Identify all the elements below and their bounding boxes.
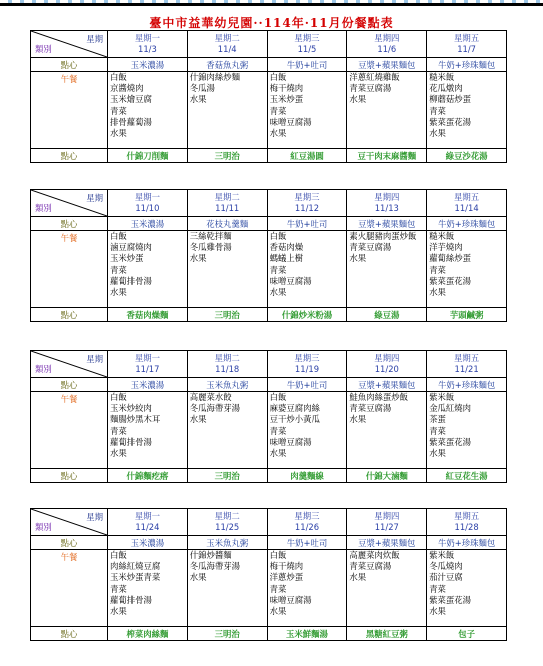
lunch-item: 白飯 xyxy=(269,550,287,560)
lunch-item: 紫米飯 xyxy=(429,392,455,402)
snack-label: 點心 xyxy=(31,536,108,550)
lunch-item: 水果 xyxy=(269,448,287,459)
day-name: 星期一 xyxy=(134,192,160,202)
lunch-item: 冬瓜湯 xyxy=(189,83,215,94)
lunch-item: 玉米燴豆腐 xyxy=(110,94,152,105)
day-header xyxy=(187,190,267,217)
snack-label: 點心 xyxy=(31,58,108,72)
corner-cell xyxy=(31,509,108,536)
lunch-cell xyxy=(187,231,267,308)
day-date: 11/10 xyxy=(135,203,160,213)
lunch-item: 冬瓜燒肉 xyxy=(429,561,463,572)
afternoon-snack-row xyxy=(31,308,507,322)
lunch-item: 玉米炒蛋 xyxy=(110,253,144,264)
lunch-item: 青菜 xyxy=(429,264,446,275)
lunch-item: 梅干燒肉 xyxy=(269,561,304,572)
day-date: 11/11 xyxy=(215,203,240,213)
lunch-item: 蘿蔔排骨湯 xyxy=(110,594,152,605)
afternoon-snack-cell: 紅豆花生湯 xyxy=(427,469,507,483)
corner-category-label: 類別 xyxy=(35,203,52,213)
afternoon-snack-cell: 黑糖紅豆粥 xyxy=(347,627,427,641)
morning-snack-cell: 玉米濃湯 xyxy=(108,58,188,72)
lunch-item: 青菜 xyxy=(269,583,287,594)
lunch-item: 花瓜燉肉 xyxy=(429,83,463,94)
day-name: 星期五 xyxy=(454,192,480,202)
lunch-item: 冬瓜海帶芽湯 xyxy=(189,561,241,572)
lunch-cell xyxy=(187,550,267,627)
lunch-item: 味噌豆腐湯 xyxy=(269,436,312,447)
day-header xyxy=(187,509,267,536)
afternoon-snack-row xyxy=(31,149,507,163)
lunch-item: 洋蔥炒蛋 xyxy=(269,572,304,583)
lunch-item: 水果 xyxy=(189,253,207,264)
afternoon-snack-cell: 芋頭鹹粥 xyxy=(427,308,507,322)
lunch-item: 白飯 xyxy=(110,550,127,560)
lunch-item: 水果 xyxy=(349,572,367,583)
afternoon-snack-cell: 玉米鮮麵湯 xyxy=(267,627,347,641)
morning-snack-cell: 豆漿+蘋果麵包 xyxy=(347,58,427,72)
morning-snack-cell: 牛奶+珍珠麵包 xyxy=(427,58,507,72)
lunch-item: 香菇肉燥 xyxy=(269,242,304,253)
lunch-item: 水果 xyxy=(429,128,446,139)
day-date: 11/26 xyxy=(294,522,320,532)
afternoon-snack-cell: 香菇肉燥麵 xyxy=(108,308,188,322)
lunch-item: 豆干炒小黃瓜 xyxy=(269,414,320,425)
afternoon-snack-cell: 三明治 xyxy=(187,469,267,483)
morning-snack-row xyxy=(31,58,507,72)
day-name: 星期五 xyxy=(454,353,480,363)
day-header xyxy=(108,31,188,58)
lunch-item: 青菜豆腐湯 xyxy=(349,83,392,94)
corner-week-label: 星期 xyxy=(86,193,103,203)
lunch-item: 水果 xyxy=(189,94,207,105)
lunch-item: 洋芋燒肉 xyxy=(429,242,463,253)
lunch-item: 洋蔥紅燒雞飯 xyxy=(349,72,400,82)
lunch-item: 玉米炒蛋 xyxy=(269,94,304,105)
lunch-item: 青菜 xyxy=(110,264,127,275)
day-name: 星期一 xyxy=(134,33,160,43)
day-date: 11/24 xyxy=(135,522,160,532)
lunch-row xyxy=(31,550,507,627)
afternoon-snack-cell: 什錦炒米粉湯 xyxy=(267,308,347,322)
day-header xyxy=(347,351,427,378)
day-name: 星期四 xyxy=(374,33,400,43)
lunch-cell xyxy=(347,72,427,149)
lunch-item: 味噌豆腐湯 xyxy=(269,275,312,286)
page-title: 臺中市益華幼兒園··114年·11月份餐點表 xyxy=(149,16,394,30)
snack-label: 點心 xyxy=(31,469,108,483)
week-table xyxy=(30,508,507,641)
day-header xyxy=(427,351,507,378)
morning-snack-row xyxy=(31,536,507,550)
day-name: 星期四 xyxy=(374,353,400,363)
day-header xyxy=(108,509,188,536)
lunch-item: 水果 xyxy=(110,287,127,298)
day-name: 星期四 xyxy=(374,192,400,202)
lunch-item: 水果 xyxy=(429,606,446,617)
corner-week-label: 星期 xyxy=(86,512,103,522)
day-header xyxy=(108,351,188,378)
lunch-item: 糙米飯 xyxy=(429,231,455,241)
lunch-item: 紫菜蛋花湯 xyxy=(429,275,472,286)
lunch-item: 白飯 xyxy=(269,72,287,82)
lunch-cell xyxy=(187,392,267,469)
lunch-item: 水果 xyxy=(349,253,367,264)
lunch-item: 水果 xyxy=(269,606,287,617)
lunch-item: 水果 xyxy=(429,448,446,459)
lunch-item: 肉絲紅燒豆腐 xyxy=(110,561,161,572)
lunch-item: 青菜 xyxy=(110,105,127,116)
header-row xyxy=(31,31,507,58)
lunch-cell xyxy=(108,550,188,627)
lunch-row xyxy=(31,72,507,149)
lunch-cell xyxy=(267,392,347,469)
lunch-item: 水果 xyxy=(110,128,127,139)
day-name: 星期一 xyxy=(134,353,160,363)
day-header xyxy=(347,509,427,536)
lunch-item: 味噌豆腐湯 xyxy=(269,116,312,127)
afternoon-snack-cell: 三明治 xyxy=(187,149,267,163)
afternoon-snack-row xyxy=(31,627,507,641)
day-header xyxy=(427,31,507,58)
afternoon-snack-cell: 什錦刀削麵 xyxy=(108,149,188,163)
corner-cell xyxy=(31,351,108,378)
day-header xyxy=(267,351,347,378)
lunch-item: 三絲乾拌麵 xyxy=(189,231,232,241)
day-header xyxy=(267,31,347,58)
lunch-cell xyxy=(347,231,427,308)
lunch-item: 青菜豆腐湯 xyxy=(349,403,392,414)
morning-snack-cell: 牛奶+吐司 xyxy=(267,536,347,550)
corner-category-label: 類別 xyxy=(35,44,52,54)
lunch-item: 麵腸炒黑木耳 xyxy=(110,414,161,425)
lunch-cell xyxy=(427,392,507,469)
day-date: 11/19 xyxy=(294,364,320,374)
day-date: 11/5 xyxy=(297,44,317,54)
lunch-item: 青菜 xyxy=(269,264,287,275)
day-name: 星期一 xyxy=(134,511,160,521)
day-header xyxy=(427,190,507,217)
lunch-cell xyxy=(427,550,507,627)
day-name: 星期二 xyxy=(214,511,240,521)
snack-label: 點心 xyxy=(31,217,108,231)
lunch-item: 冬瓜海帶芽湯 xyxy=(189,403,241,414)
header-row xyxy=(31,190,507,217)
day-name: 星期二 xyxy=(214,192,240,202)
corner-week-label: 星期 xyxy=(86,354,103,364)
afternoon-snack-cell: 紅豆湯圓 xyxy=(267,149,347,163)
day-date: 11/6 xyxy=(377,44,397,54)
lunch-item: 青菜豆腐湯 xyxy=(349,242,392,253)
lunch-cell xyxy=(108,392,188,469)
day-name: 星期三 xyxy=(294,192,320,202)
lunch-item: 白飯 xyxy=(269,392,287,402)
lunch-row xyxy=(31,392,507,469)
lunch-cell xyxy=(267,231,347,308)
lunch-item: 水果 xyxy=(110,448,127,459)
lunch-item: 白飯 xyxy=(110,72,127,82)
afternoon-snack-cell: 肉羹麵線 xyxy=(267,469,347,483)
day-name: 星期五 xyxy=(454,33,480,43)
lunch-item: 青菜 xyxy=(110,425,127,436)
afternoon-snack-cell: 什錦麵疙瘩 xyxy=(108,469,188,483)
lunch-item: 青菜 xyxy=(429,105,446,116)
afternoon-snack-cell: 豆干肉末麻醬麵 xyxy=(347,149,427,163)
week-table xyxy=(30,350,507,483)
morning-snack-cell: 玉米濃湯 xyxy=(108,378,188,392)
lunch-item: 玉米炒絞肉 xyxy=(110,403,152,414)
morning-snack-cell: 香菇魚丸粥 xyxy=(187,58,267,72)
corner-category-label: 類別 xyxy=(35,364,52,374)
lunch-item: 水果 xyxy=(349,94,367,105)
lunch-label: 午餐 xyxy=(31,550,108,627)
corner-week-label: 星期 xyxy=(86,34,103,44)
day-name: 星期二 xyxy=(214,33,240,43)
morning-snack-cell: 豆漿+蘋果麵包 xyxy=(347,536,427,550)
morning-snack-cell: 玉米濃湯 xyxy=(108,536,188,550)
lunch-item: 京醬燒肉 xyxy=(110,83,144,94)
afternoon-snack-cell: 三明治 xyxy=(187,627,267,641)
snack-label: 點心 xyxy=(31,308,108,322)
lunch-item: 水果 xyxy=(429,287,446,298)
morning-snack-cell: 玉米魚丸粥 xyxy=(187,536,267,550)
snack-label: 點心 xyxy=(31,378,108,392)
lunch-cell xyxy=(267,72,347,149)
lunch-item: 青菜 xyxy=(110,583,127,594)
header-row xyxy=(31,351,507,378)
morning-snack-cell: 豆漿+蘋果麵包 xyxy=(347,217,427,231)
day-date: 11/18 xyxy=(215,364,240,374)
lunch-item: 紫菜蛋花湯 xyxy=(429,116,472,127)
lunch-label: 午餐 xyxy=(31,231,108,308)
afternoon-snack-cell: 三明治 xyxy=(187,308,267,322)
top-rule xyxy=(0,3,543,6)
lunch-item: 麻婆豆腐肉絲 xyxy=(269,403,320,414)
lunch-item: 鮭魚肉絲蛋炒飯 xyxy=(349,392,409,402)
morning-snack-cell: 豆漿+蘋果麵包 xyxy=(347,378,427,392)
lunch-item: 滷豆腐燒肉 xyxy=(110,242,152,253)
lunch-item: 紫米飯 xyxy=(429,550,455,560)
lunch-item: 什錦肉絲炒麵 xyxy=(189,72,241,82)
week-table xyxy=(30,30,507,163)
lunch-item: 冬瓜雞骨湯 xyxy=(189,242,232,253)
day-name: 星期三 xyxy=(294,353,320,363)
header-row xyxy=(31,509,507,536)
lunch-item: 茄汁豆腐 xyxy=(429,572,463,583)
day-date: 11/28 xyxy=(454,522,479,532)
day-name: 星期四 xyxy=(374,511,400,521)
day-name: 星期五 xyxy=(454,511,480,521)
lunch-item: 青菜 xyxy=(269,105,287,116)
lunch-item: 白飯 xyxy=(110,231,127,241)
lunch-item: 水果 xyxy=(110,606,127,617)
lunch-item: 紫菜蛋花湯 xyxy=(429,594,472,605)
day-name: 星期三 xyxy=(294,511,320,521)
lunch-item: 茶蛋 xyxy=(429,414,446,425)
day-header xyxy=(267,190,347,217)
lunch-item: 高麗菜肉炊飯 xyxy=(349,550,400,560)
lunch-item: 水果 xyxy=(349,414,367,425)
morning-snack-cell: 牛奶+珍珠麵包 xyxy=(427,217,507,231)
lunch-item: 排骨蘿蔔湯 xyxy=(110,116,152,127)
lunch-row xyxy=(31,231,507,308)
lunch-item: 金瓜紅燒肉 xyxy=(429,403,472,414)
lunch-item: 水果 xyxy=(189,414,207,425)
day-date: 11/21 xyxy=(454,364,479,374)
day-header xyxy=(187,31,267,58)
day-date: 11/27 xyxy=(374,522,399,532)
morning-snack-cell: 玉米魚丸粥 xyxy=(187,378,267,392)
lunch-item: 蘿蔔排骨湯 xyxy=(110,275,152,286)
day-header xyxy=(347,190,427,217)
morning-snack-cell: 牛奶+吐司 xyxy=(267,217,347,231)
lunch-cell xyxy=(347,550,427,627)
morning-snack-row xyxy=(31,217,507,231)
lunch-item: 青菜 xyxy=(429,425,446,436)
afternoon-snack-cell: 綠豆湯 xyxy=(347,308,427,322)
day-header xyxy=(427,509,507,536)
lunch-item: 白飯 xyxy=(110,392,127,402)
lunch-item: 蘿蔔排骨湯 xyxy=(110,436,152,447)
afternoon-snack-row xyxy=(31,469,507,483)
day-date: 11/13 xyxy=(374,203,399,213)
lunch-label: 午餐 xyxy=(31,72,108,149)
lunch-item: 柳蘑菇炒蛋 xyxy=(429,94,472,105)
day-date: 11/25 xyxy=(215,522,240,532)
lunch-item: 蘿蔔絲炒蛋 xyxy=(429,253,472,264)
lunch-item: 白飯 xyxy=(269,231,287,241)
snack-label: 點心 xyxy=(31,627,108,641)
snack-label: 點心 xyxy=(31,149,108,163)
week-table xyxy=(30,189,507,322)
lunch-cell xyxy=(427,231,507,308)
lunch-item: 什錦炒醬麵 xyxy=(189,550,232,560)
morning-snack-cell: 花枝丸羹麵 xyxy=(187,217,267,231)
day-date: 11/3 xyxy=(137,44,157,54)
morning-snack-cell: 牛奶+吐司 xyxy=(267,58,347,72)
lunch-cell xyxy=(187,72,267,149)
day-header xyxy=(108,190,188,217)
lunch-item: 青菜豆腐湯 xyxy=(349,561,392,572)
day-date: 11/20 xyxy=(374,364,399,374)
lunch-item: 水果 xyxy=(269,128,287,139)
lunch-item: 玉米炒蛋青菜 xyxy=(110,572,161,583)
lunch-item: 青菜 xyxy=(429,583,446,594)
lunch-item: 螞蟻上樹 xyxy=(269,253,304,264)
day-name: 星期二 xyxy=(214,353,240,363)
lunch-item: 高麗菜水餃 xyxy=(189,392,232,402)
lunch-label: 午餐 xyxy=(31,392,108,469)
morning-snack-cell: 牛奶+珍珠麵包 xyxy=(427,378,507,392)
lunch-cell xyxy=(108,72,188,149)
lunch-item: 青菜 xyxy=(269,425,287,436)
day-name: 星期三 xyxy=(294,33,320,43)
day-date: 11/4 xyxy=(217,44,237,54)
lunch-item: 水果 xyxy=(189,572,207,583)
afternoon-snack-cell: 什錦大滷麵 xyxy=(347,469,427,483)
lunch-item: 紫菜蛋花湯 xyxy=(429,436,472,447)
day-header xyxy=(267,509,347,536)
lunch-cell xyxy=(347,392,427,469)
corner-cell xyxy=(31,190,108,217)
day-header xyxy=(347,31,427,58)
lunch-cell xyxy=(108,231,188,308)
day-date: 11/12 xyxy=(294,203,320,213)
morning-snack-cell: 玉米濃湯 xyxy=(108,217,188,231)
lunch-item: 梅干燒肉 xyxy=(269,83,304,94)
lunch-cell xyxy=(427,72,507,149)
lunch-item: 糙米飯 xyxy=(429,72,455,82)
afternoon-snack-cell: 包子 xyxy=(427,627,507,641)
afternoon-snack-cell: 綠豆沙花湯 xyxy=(427,149,507,163)
day-date: 11/14 xyxy=(454,203,479,213)
corner-category-label: 類別 xyxy=(35,522,52,532)
morning-snack-cell: 牛奶+吐司 xyxy=(267,378,347,392)
morning-snack-row xyxy=(31,378,507,392)
lunch-item: 素火腿豬肉蛋炒飯 xyxy=(349,231,417,241)
day-date: 11/7 xyxy=(457,44,476,54)
corner-cell xyxy=(31,31,108,58)
lunch-cell xyxy=(267,550,347,627)
day-header xyxy=(187,351,267,378)
lunch-item: 味噌豆腐湯 xyxy=(269,594,312,605)
day-date: 11/17 xyxy=(135,364,160,374)
lunch-item: 水果 xyxy=(269,287,287,298)
afternoon-snack-cell: 榨菜肉絲麵 xyxy=(108,627,188,641)
morning-snack-cell: 牛奶+珍珠麵包 xyxy=(427,536,507,550)
